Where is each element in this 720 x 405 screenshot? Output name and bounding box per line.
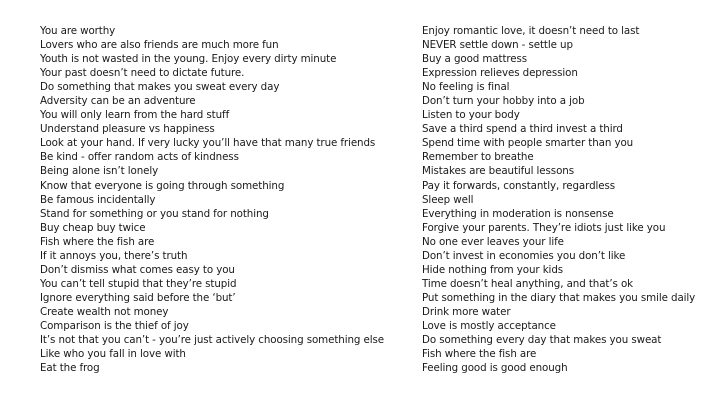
list-item: Lovers who are also friends are much more fun — [40, 39, 279, 52]
list-item: If it annoys you, there’s truth — [40, 249, 188, 262]
list-item: Love is mostly acceptance — [422, 319, 556, 332]
list-item: Pay it forwards, constantly, regardless — [422, 179, 616, 192]
list-item: Your past doesn’t need to dictate future. — [40, 67, 245, 80]
list-item: Don’t dismiss what comes easy to you — [40, 263, 235, 276]
list-item: No feeling is final — [422, 81, 510, 94]
list-item: Fish where the fish are — [422, 348, 537, 361]
list-item: Sleep well — [422, 193, 474, 206]
list-item: Hide nothing from your kids — [422, 263, 564, 276]
left-column-list — [40, 24, 400, 375]
right-column-list — [422, 24, 712, 375]
list-item: Being alone isn’t lonely — [40, 165, 159, 178]
list-item: Stand for something or you stand for nothing — [40, 207, 269, 220]
list-item: Comparison is the thief of joy — [40, 319, 189, 332]
list-item: Don’t turn your hobby into a job — [422, 95, 585, 108]
list-item: Buy cheap buy twice — [40, 221, 146, 234]
list-item: Eat the frog — [40, 362, 100, 375]
list-item: Don’t invest in economies you don’t like — [422, 249, 626, 262]
list-item: Enjoy romantic love, it doesn’t need to last — [422, 25, 640, 37]
list-item: Spend time with people smarter than you — [422, 137, 634, 150]
list-item: Like who you fall in love with — [40, 348, 186, 361]
list-item: Buy a good mattress — [422, 53, 528, 66]
list-item: You are worthy — [40, 25, 116, 37]
list-item: Youth is not wasted in the young. Enjoy every dirty minute — [40, 53, 337, 66]
list-item: Be famous incidentally — [40, 193, 156, 206]
list-item: Forgive your parents. They’re idiots just like you — [422, 221, 666, 234]
list-item: Time doesn’t heal anything, and that’s ok — [422, 277, 634, 290]
list-item: Create wealth not money — [40, 305, 169, 318]
list-item: No one ever leaves your life — [422, 235, 564, 248]
list-item: Put something in the diary that makes you smile daily — [422, 291, 696, 304]
list-item: You will only learn from the hard stuff — [40, 109, 230, 122]
list-item: You can’t tell stupid that they’re stupid — [40, 277, 237, 290]
list-item: Do something every day that makes you sweat — [422, 334, 662, 347]
list-item: Drink more water — [422, 305, 511, 318]
list-item: Mistakes are beautiful lessons — [422, 165, 574, 178]
list-item: Adversity can be an adventure — [40, 95, 196, 108]
list-item: Know that everyone is going through something — [40, 179, 285, 192]
list-item: Ignore everything said before the ‘but’ — [40, 291, 236, 304]
list-item: Be kind - offer random acts of kindness — [40, 151, 239, 164]
list-item: Understand pleasure vs happiness — [40, 123, 215, 136]
list-item: Everything in moderation is nonsense — [422, 207, 614, 220]
list-item: Remember to breathe — [422, 151, 534, 164]
list-item: Expression relieves depression — [422, 67, 578, 80]
list-item: Feeling good is good enough — [422, 362, 568, 375]
list-item: Fish where the fish are — [40, 235, 155, 248]
list-item: Look at your hand. If very lucky you’ll have that many true friends — [40, 137, 376, 150]
list-item: NEVER settle down - settle up — [422, 39, 573, 52]
list-item: It’s not that you can’t - you’re just actively choosing something else — [40, 334, 384, 347]
list-item: Do something that makes you sweat every day — [40, 81, 280, 94]
list-item: Save a third spend a third invest a third — [422, 123, 623, 136]
list-item: Listen to your body — [422, 109, 520, 122]
